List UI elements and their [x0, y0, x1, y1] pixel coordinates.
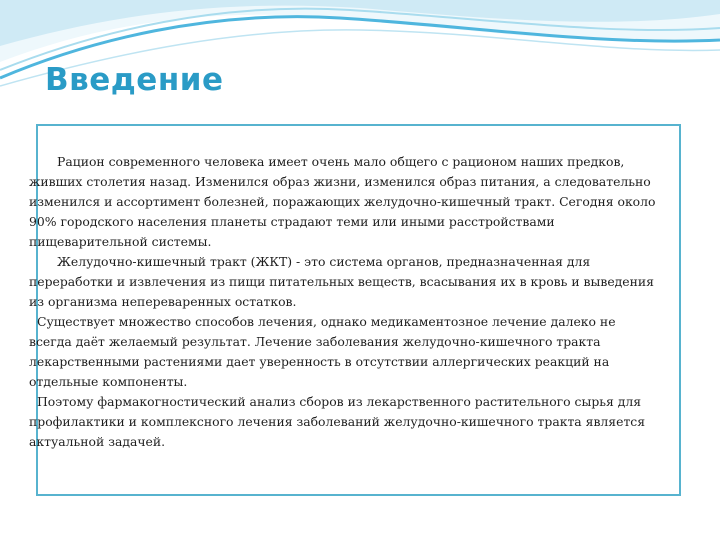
- paragraph-treatment-methods: Существует множество способов лечения, однако медикаментозное лечение далеко не всегда даёт желаемый результат. Лечение заболевания желудочно-кишечного тракта лекарственными растениями дает уверенность в отсутствии аллергических реакций на отдельные компоненты.: [29, 314, 616, 389]
- paragraph-gi-tract-definition: Желудочно-кишечный тракт (ЖКТ) - это система органов, предназначенная для переработки и извлечения из пищи питательных веществ, всасывания их в кровь и выведения из организма непереваренных остатков.: [29, 254, 654, 309]
- paragraph-intro: Рацион современного человека имеет очень мало общего с рационом наших предков, живших столетия назад. Изменился образ жизни, изменился образ питания, а следовательно изменился и ассортимент болезней, поражающих желудочно-кишечный тракт. Сегодня около 90% городского населения планеты страдают теми или иными расстройствами пищеварительной системы.: [29, 154, 656, 249]
- paragraph-conclusion: Поэтому фармакогностический анализ сборов из лекарственного растительного сырья для профилактики и комплексного лечения заболеваний желудочно-кишечного тракта является актуальной задачей.: [29, 394, 646, 449]
- content-body: [29, 152, 661, 452]
- slide-title: Введение: [45, 62, 224, 98]
